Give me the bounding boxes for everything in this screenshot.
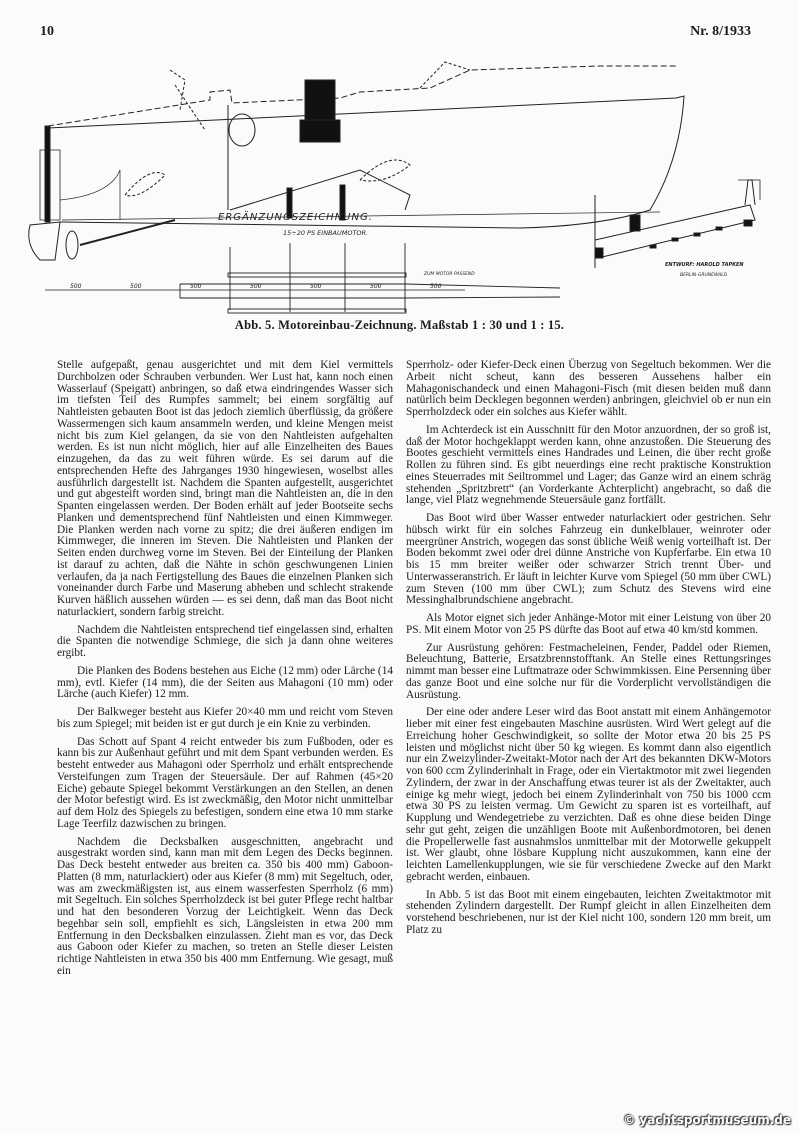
drawing-note: ZUM MOTOR PASSEND (424, 272, 475, 277)
drawing-title: ERGÄNZUNGSZEICHNUNG. (218, 212, 373, 223)
page-number: 10 (40, 24, 54, 39)
scale-label: 500 (370, 283, 382, 290)
paragraph: Im Achterdeck ist ein Ausschnitt für den Motor anzuordnen, der so groß ist, daß der Motor hochgeklappt werden kann, ohne anzustoßen. Die Steuerung des Bootes geschieht vermittels eines Handrades und Leinen, die über recht große Rollen zu führen sind. Es gibt neuerdings eine recht praktische Konstruktion eines Steuerrades mit Seiltrommel und Lager; das Ganze wird an einem schräg stehenden „Spritzbrett“ (an Vorderkante Achterplicht) angebracht, so daß die lange, viel Platz wegnehmende Steuersäule ganz fortfällt. (406, 423, 771, 507)
paragraph: In Abb. 5 ist das Boot mit einem eingebauten, leichten Zweitaktmotor mit stehenden Zylindern dargestellt. Der Rumpf gleicht in allen Einzelheiten dem vorstehend beschriebenen, nur ist der Kiel nicht 100, sondern 120 mm breit, um Platz zu (406, 888, 771, 936)
left-column (57, 360, 393, 984)
paragraph: Sperrholz- oder Kiefer-Deck einen Überzug von Segeltuch bekommen. Wer die Arbeit nicht scheut, kann des besseren Aussehens halber ein Mahagonischandeck und einen Mahagoni-Fisch (mit diesen beiden muß dann natürlich beim Decklegen begonnen werden) anbringen, gleichviel ob er nun ein Sperrholzdeck oder ein solches aus Kiefer wählt. (406, 359, 771, 418)
side-profile-drawing (29, 62, 684, 290)
designer-credit: ENTWURF: HAROLD TAPKEN (665, 262, 744, 268)
paragraph: Der eine oder andere Leser wird das Boot anstatt mit einem Anhängemotor lieber mit einer fest eingebauten Maschine ausrüsten. Wird Wert gelegt auf die Erreichung hoher Geschwindigkeit, so sollte der Motor etwa 20 bis 25 PS leisten und möglichst nicht über 50 kg wiegen. Es kommt dann also eigentlich nur ein Zweizylinder-Zweitakt-Motor nach der Art des bekannten DKW-Motors von 600 ccm Zylinderinhalt in Frage, oder ein Viertaktmotor mit zwei liegenden Zylindern, der zwar in der Anschaffung etwas teurer ist als der Zweitakter, auch einige kg mehr wiegt, jedoch bei einem Zylinderinhalt von 750 bis 1000 ccm etwa 30 PS zu leisten vermag. Um Gewicht zu sparen ist es vorteilhaft, auf Kupplung und Wendegetriebe zu verzichten. Daß es ohne diese beiden Dinge sehr gut geht, zeigen die unzähligen Boote mit Außenbordmotoren, bei denen die Propellerwelle fast ausnahmslos unmittelbar mit der Motorwelle gekuppelt ist. Wer glaubt, ohne lösbare Kupplung nicht auszukommen, kann eine der leichten Lamellenkupplungen, wie sie für verschiedene Zwecke auf den Markt gebracht werden, einbauen. (406, 706, 771, 883)
paragraph: Die Planken des Bodens bestehen aus Eiche (12 mm) oder Lärche (14 mm), evtl. Kiefer (14 mm), die der Seiten aus Mahagoni (10 mm) oder Lärche (auch Kiefer) 12 mm. (57, 664, 393, 701)
watermark: © yachtsportmuseum.de (623, 1113, 791, 1127)
paragraph: Als Motor eignet sich jeder Anhänge-Motor mit einer Leistung von über 20 PS. Mit einem Motor von 25 PS dürfte das Boot auf etwa 40 km/std kommen. (406, 612, 771, 636)
scale-label: 500 (190, 283, 202, 290)
paragraph: Stelle aufgepaßt, genau ausgerichtet und mit dem Kiel vermittels Durchbolzen oder Schrauben verbunden. Wer Lust hat, kann noch einen Wasserlauf (Speigatt) anbringen, so daß etwa eindringendes Wasser sich im tiefsten Teil des Rumpfes sammelt; bei einem sorgfältig auf Nahtleisten gebauten Boot ist das jedoch ziemlich überflüssig, da größere Wassermengen sich kaum ansammeln werden, und kleine Mengen meist nicht bis zum Kiel gelangen, da sie von den Nahtleisten aufgehalten werden. Es ist nun nicht möglich, hier auf alle Einzelheiten des Baues einzugehen, da das zu weit führen würde. Es sei darum auf die entsprechenden Hefte des Jahrganges 1930 hingewiesen, woselbst alles ausführlich dargestellt ist. Nachdem die Spanten aufgestellt, ausgerichtet und gut abgesteift worden sind, bringt man die Nahtleisten an, die in den Spanten eingelassen werden. Der Boden erhält auf jeder Bootseite sechs Planken und dementsprechend fünf Nahtleisten und einen Kimmweger. Die Planken werden nach vorne zu spitz; die drei äußeren endigen im Kimmweger, die inneren im Steven. Die Nahtleisten und Planken der Seiten enden durchweg vorne im Steven. Bei der Einteilung der Planken ist darauf zu achten, daß die Nähte in schön geschwungenen Linien verlaufen, da ja nach Fertigstellung des Baues die einzelnen Planken sich voneinander durch Farbe und Maserung abheben und schlecht strakende Kurven häßlich aussehen würden — es sei denn, daß man das Boot nicht naturlackiert, sondern farbig streicht. (57, 359, 393, 618)
scale-label: 500 (130, 283, 142, 290)
plan-view-drawing (180, 243, 560, 313)
issue-number: Nr. 8/1933 (690, 24, 751, 39)
drawing-subtitle: 15÷20 PS EINBAUMOTOR. (283, 229, 369, 237)
paragraph: Nachdem die Decksbalken ausgeschnitten, angebracht und ausgestrakt worden sind, kann man mit dem Legen des Decks beginnen. Das Deck besteht entweder aus breiten ca. 350 bis 400 mm) Gaboon-Platten (8 mm, naturlackiert) oder aus Kiefer (8 mm) mit Segeltuch, oder, was am zweckmäßigsten ist, aus einem wasserfesten Sperrholz (6 mm) mit Segeltuch. Ein solches Sperrholzdeck ist bei guter Pflege recht haltbar und hat den besonderen Vorzug der Leichtigkeit. Wenn das Deck begehbar sein soll, empfiehlt es sich, Längsleisten in etwa 200 mm Entfernung in den Decksbalken einzulassen. Zieht man es vor, das Deck aus Gaboon oder Kiefer zu machen, so treten an Stelle dieser Leisten richtige Nahtleisten in etwa 350 bis 400 mm Entfernung. Wie gesagt, muß ein (57, 835, 393, 977)
scale-label: 500 (310, 283, 322, 290)
figure-caption: Abb. 5. Motoreinbau-Zeichnung. Maßstab 1 : 30 und 1 : 15. (234, 318, 565, 332)
scale-label: 500 (70, 283, 82, 290)
paragraph: Der Balkweger besteht aus Kiefer 20×40 mm und reicht vom Steven bis zum Spiegel; mit beiden ist er gut durch je ein Knie zu verbinden. (57, 706, 393, 730)
right-column (406, 360, 771, 943)
stern-detail-drawing (595, 180, 760, 268)
paragraph: Nachdem die Nahtleisten entsprechend tief eingelassen sind, erhalten die Spanten die notwendige Schmiege, die sich ja dann ohne weiteres ergibt. (57, 623, 393, 659)
motor-installation-drawing (0, 0, 799, 320)
paragraph: Das Schott auf Spant 4 reicht entweder bis zum Fußboden, oder es kann bis zur Außenhaut geführt und mit dem Spant verbunden werden. Es besteht entweder aus Mahagoni oder Sperrholz und erhält entsprechende Versteifungen zum Tragen der Steuersäule. Der auf Rahmen (45×20 Eiche) gebaute Spiegel bekommt Verstärkungen an den Stellen, an denen der Motor befestigt wird. Es ist zweckmäßig, den Motor nicht unmittelbar auf dem Holz des Spiegels zu befestigen, sondern eine etwa 10 mm starke Lage Teerfilz dazwischen zu bringen. (57, 735, 393, 830)
scale-label: 500 (430, 283, 442, 290)
paragraph: Das Boot wird über Wasser entweder naturlackiert oder gestrichen. Sehr hübsch wirkt für ein solches Fahrzeug ein dunkelblauer, weinroter oder meergrüner Anstrich, wogegen das sonst übliche Weiß wenig vorteilhaft ist. Der Boden bekommt zwei oder drei dünne Anstriche von Kupferfarbe. Ein etwa 10 bis 15 mm breiter weißer oder schwarzer Strich trennt Über- und Unterwasseranstrich. Er läuft in leichter Kurve vom Spiegel (50 mm über CWL) zum Steven (100 mm über CWL); zum Schutz des Stevens wird eine Messinghalbrundschiene angebracht. (406, 512, 771, 607)
designer-location: BERLIN-GRUNEWALD (680, 273, 728, 278)
scale-label: 500 (250, 283, 262, 290)
paragraph: Zur Ausrüstung gehören: Festmacheleinen, Fender, Paddel oder Riemen, Beleuchtung, Batterie, Ersatzbrennstofftank. An Stelle eines Rettungsringes nimmt man besser eine Luftmatraze oder Schwimmkissen. Eine Persenning über das ganze Boot und eine solche nur für die Vorderplicht vervollständigen die Ausrüstung. (406, 641, 771, 701)
